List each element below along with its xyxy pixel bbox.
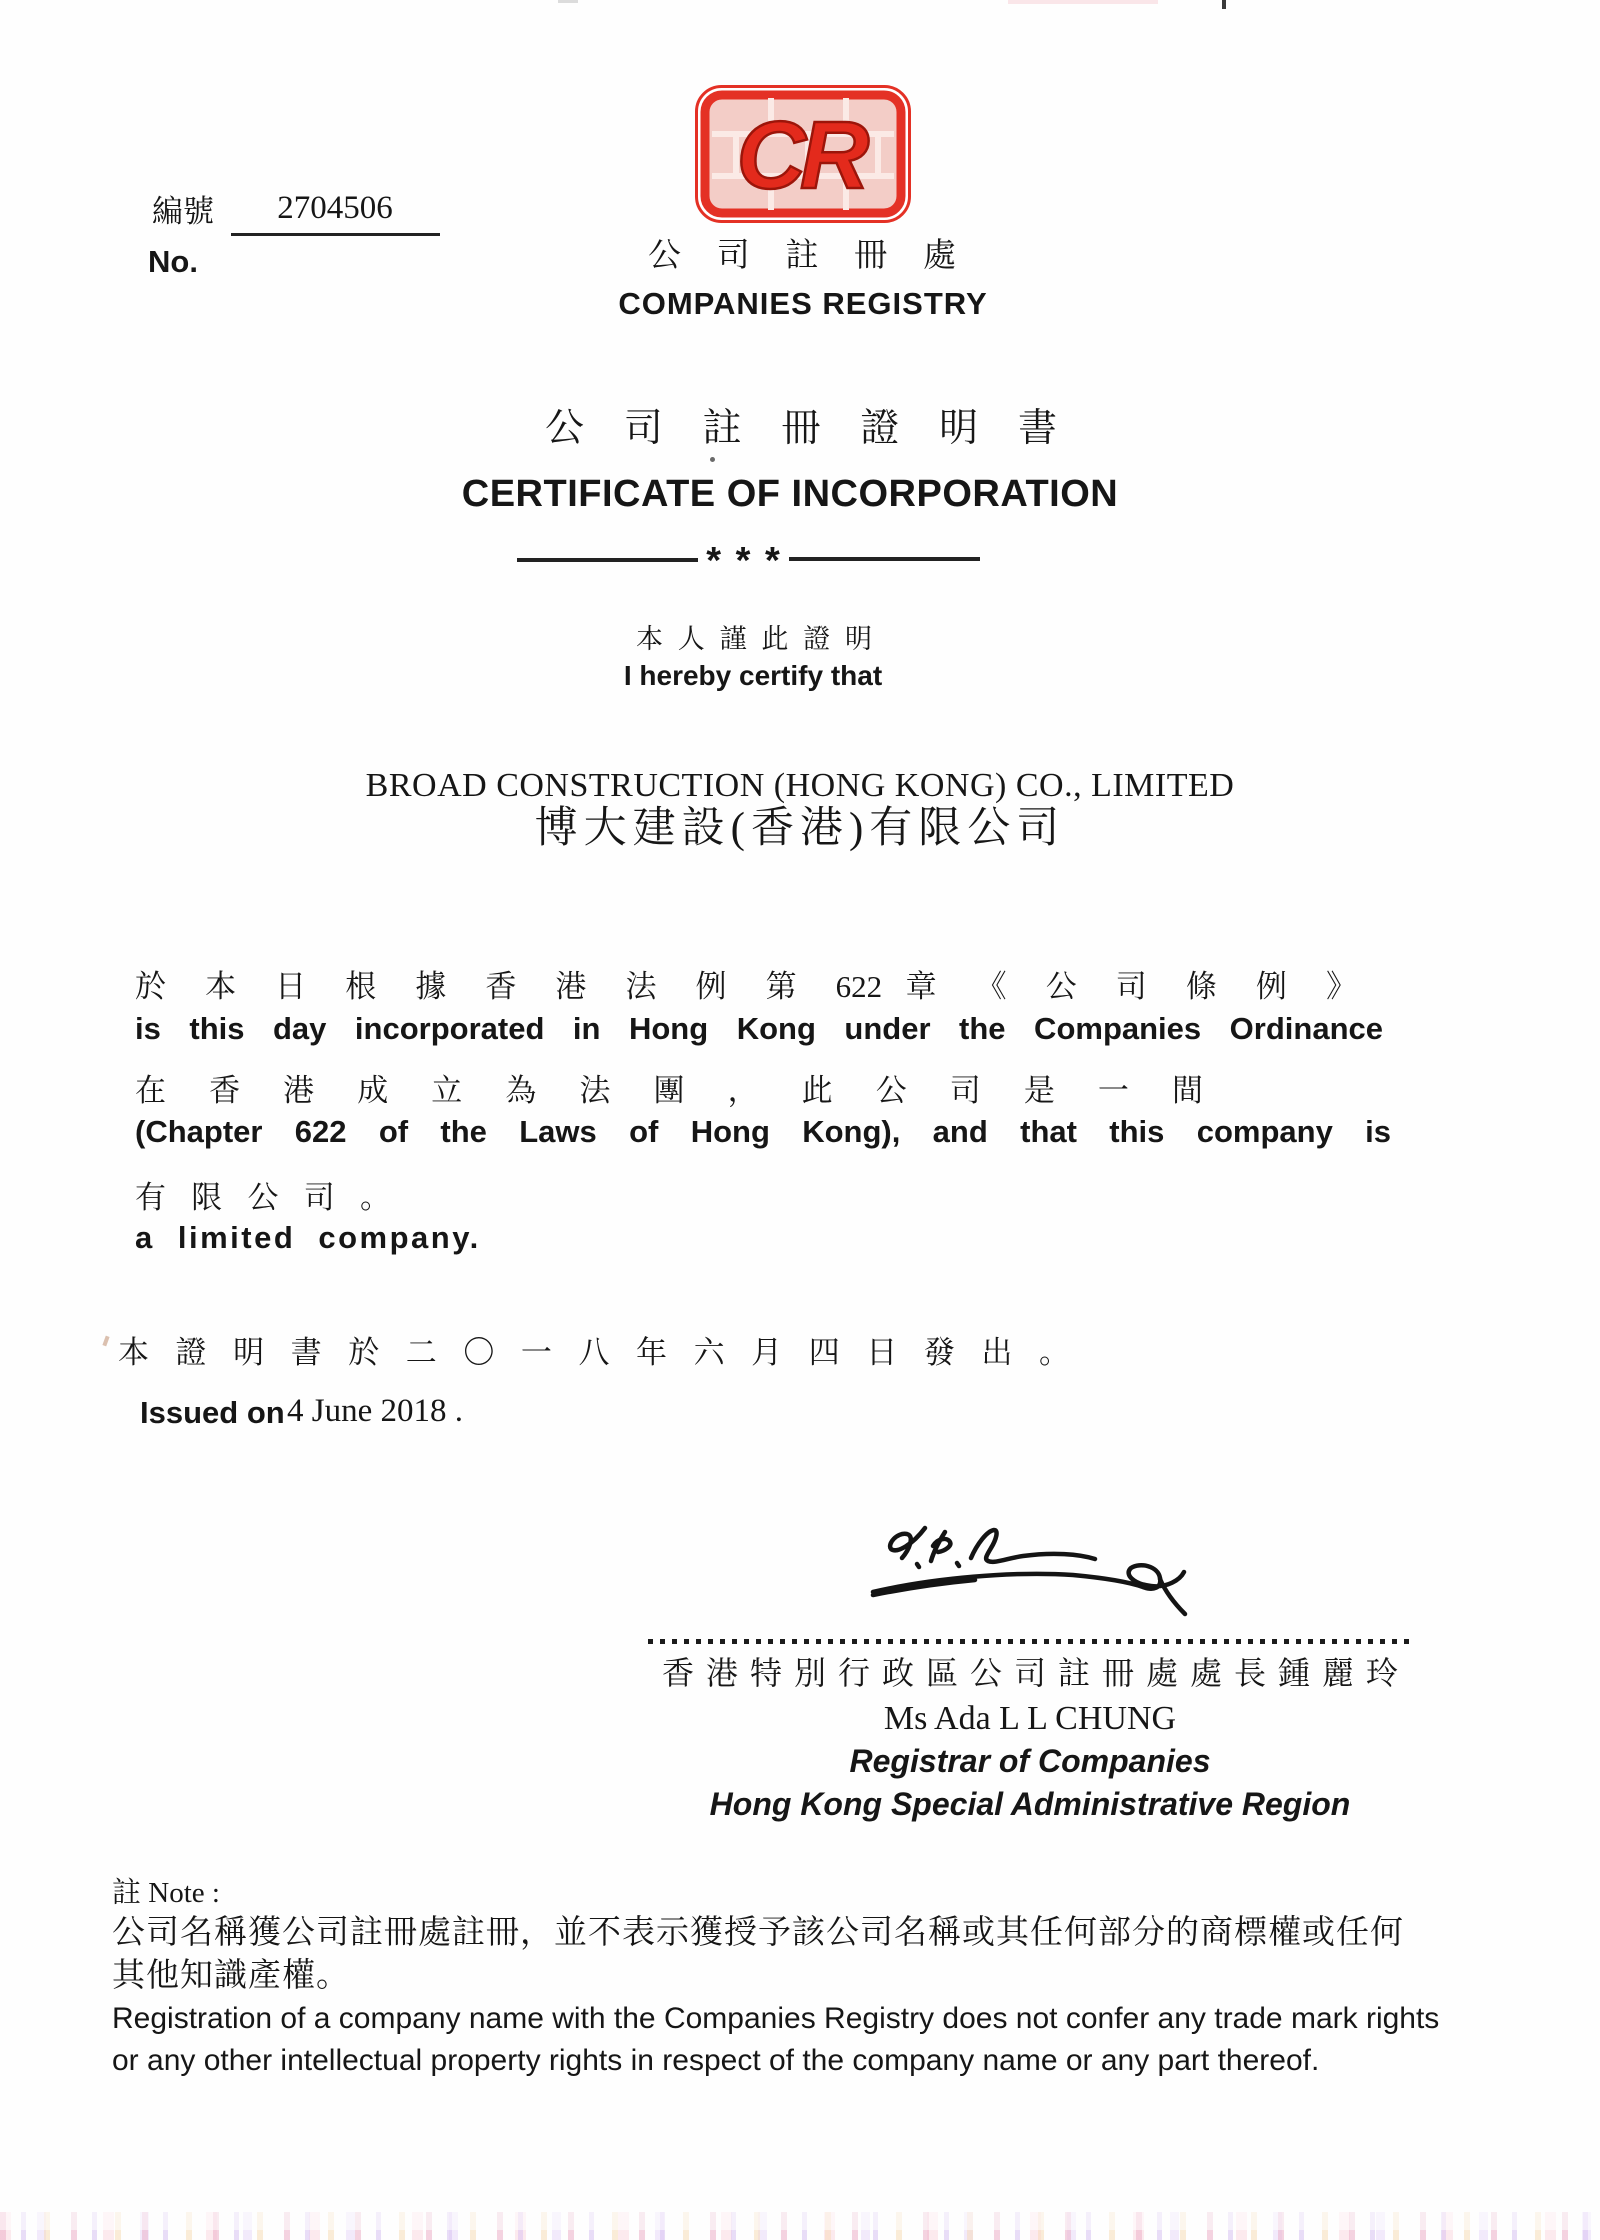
- certify-line-cn: 本 人 謹 此 證 明: [636, 624, 872, 654]
- logo-caption-en: COMPANIES REGISTRY: [618, 286, 988, 321]
- scan-speck: [1222, 0, 1226, 9]
- body-p3-en: a limited company.: [135, 1220, 481, 1255]
- title-cn: 公 司 註 冊 證 明 書: [545, 407, 1057, 450]
- certificate-no-underline: [231, 233, 440, 236]
- issued-date-value: 4 June 2018 .: [287, 1393, 463, 1429]
- note-line-en1: Registration of a company name with the Companies Registry does not confer any trade mark rights: [112, 2002, 1440, 2035]
- certificate-no-label-cn: 編號: [152, 194, 214, 229]
- registrar-name: Ms Ada L L CHUNG: [883, 1700, 1177, 1737]
- issued-line-cn: 本 證 明 書 於 二 〇 一 八 年 六 月 四 日 發 出 。: [118, 1335, 1070, 1370]
- companies-registry-logo: [694, 84, 912, 224]
- divider-left-line: [517, 558, 698, 562]
- divider-stars: * * *: [706, 540, 782, 582]
- registrar-line-cn: 香港特別行政區公司註冊處處長鍾麗玲: [661, 1655, 1410, 1691]
- body-p1-cn: 於 本 日 根 據 香 港 法 例 第 622 章 《 公 司 條 例 》: [135, 969, 1357, 1004]
- issued-label-en: Issued on: [140, 1395, 285, 1430]
- title-en: CERTIFICATE OF INCORPORATION: [461, 473, 1119, 515]
- body-p3-cn: 有 限 公 司 。: [135, 1180, 391, 1215]
- certificate-no-value: 2704506: [277, 190, 393, 226]
- logo-caption-cn: 公 司 註 冊 處: [648, 238, 956, 274]
- registrar-title-line1: Registrar of Companies: [849, 1743, 1211, 1779]
- note-label: 註 Note :: [112, 1877, 220, 1909]
- registrar-signature: [853, 1516, 1193, 1624]
- note-line-cn2: 其他知識產權。: [112, 1958, 350, 1994]
- certify-line-en: I hereby certify that: [623, 660, 883, 691]
- divider-right-line: [789, 557, 980, 561]
- note-line-cn1: 公司名稱獲公司註冊處註冊，並不表示獲授予該公司名稱或其任何部分的商標權或任何: [112, 1915, 1404, 1951]
- certificate-no-label-en: No.: [148, 244, 198, 279]
- note-line-en2: or any other intellectual property rights in respect of the company name or any part thereof.: [112, 2044, 1320, 2077]
- signature-dotted-line: [648, 1639, 1412, 1644]
- bottom-scan-noise-edge: [0, 2230, 1600, 2240]
- company-name-cn: 博大建設(香港)有限公司: [534, 805, 1066, 852]
- body-p1-en: is this day incorporated in Hong Kong under the Companies Ordinance: [135, 1011, 1383, 1046]
- logo-cr-text: CR: [736, 102, 864, 209]
- scan-speck: [102, 1336, 109, 1347]
- body-p2-cn: 在 香 港 成 立 為 法 團 ， 此 公 司 是 一 間: [135, 1073, 1203, 1108]
- scan-speck: [710, 457, 715, 462]
- registrar-title-line2: Hong Kong Special Administrative Region: [709, 1786, 1351, 1822]
- body-p2-en: (Chapter 622 of the Laws of Hong Kong), and that this company is: [135, 1114, 1391, 1149]
- scan-speck: [558, 0, 578, 3]
- company-name-en: BROAD CONSTRUCTION (HONG KONG) CO., LIMITED: [365, 767, 1235, 804]
- scan-speck: [1008, 0, 1158, 4]
